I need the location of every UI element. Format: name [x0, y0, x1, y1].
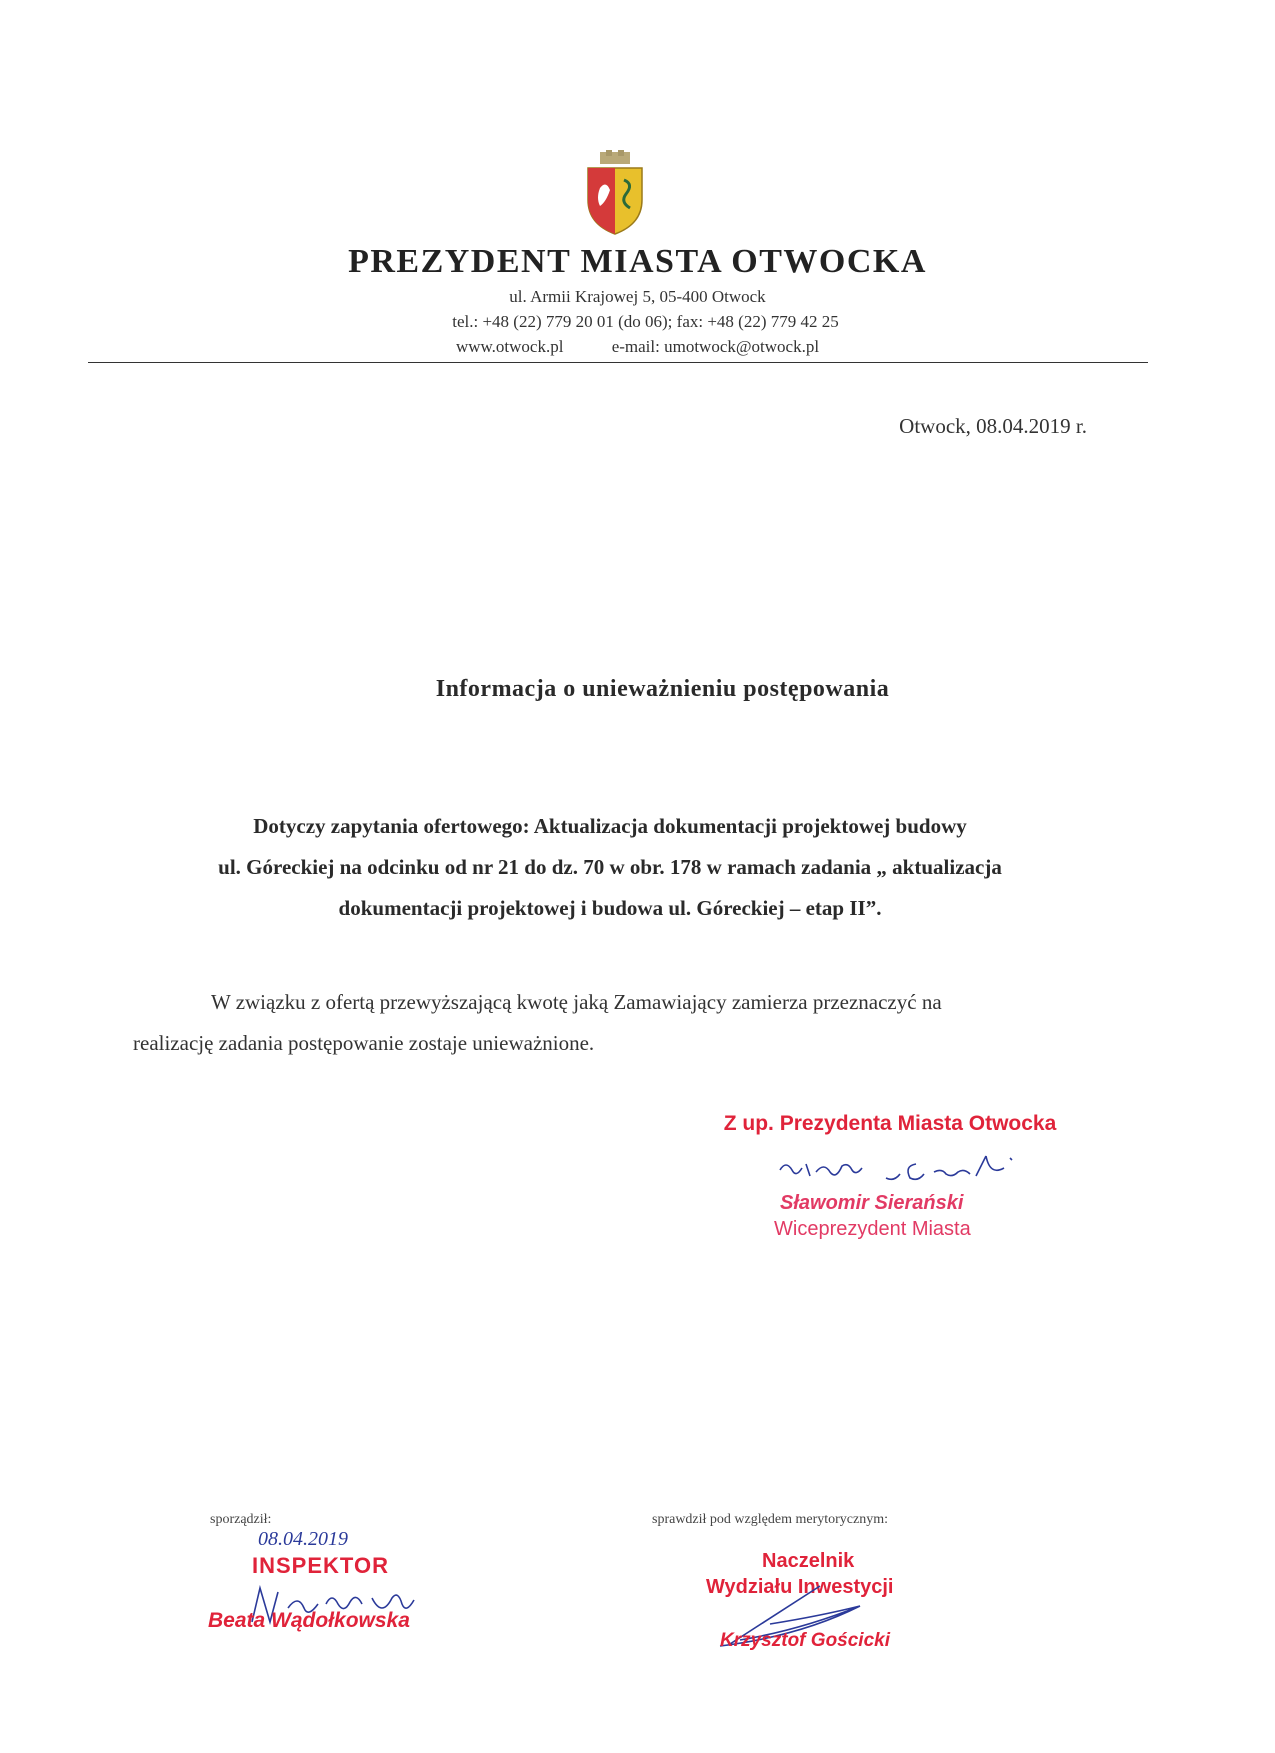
letterhead-phone-fax: tel.: +48 (22) 779 20 01 (do 06); fax: +48 (22) 779 42 25	[452, 312, 839, 331]
checked-by-label: sprawdził pod względem merytorycznym:	[652, 1512, 888, 1527]
letterhead-contact-row	[0, 337, 1275, 357]
letterhead-title: PREZYDENT MIASTA OTWOCKA	[348, 243, 927, 280]
document-title: Informacja o unieważnieniu postępowania	[435, 676, 890, 702]
body-line: W związku z ofertą przewyższającą kwotę jaką Zamawiający zamierza przeznaczyć na	[211, 990, 942, 1014]
prepared-by-stamp	[208, 1528, 448, 1668]
subject-line: ul. Góreckiej na odcinku od nr 21 do dz. 70 w obr. 178 w ramach zadania „ aktualizacja	[218, 855, 1002, 879]
head-name: Krzysztof Gościcki	[720, 1630, 890, 1651]
head-title-line1: Naczelnik	[762, 1550, 855, 1572]
prepared-by-label: sporządził:	[210, 1512, 272, 1527]
email-link[interactable]: e-mail: umotwock@otwock.pl	[611, 337, 820, 356]
document-date: Otwock, 08.04.2019 r.	[899, 414, 1087, 438]
subject-line: Dotyczy zapytania ofertowego: Aktualizacja dokumentacji projektowej budowy	[253, 814, 967, 838]
otwock-coat-of-arms-icon	[580, 150, 650, 235]
signature-authority-line: Z up. Prezydenta Miasta Otwocka	[723, 1112, 1057, 1135]
letterhead-address: ul. Armii Krajowej 5, 05-400 Otwock	[509, 287, 766, 306]
signatory-name: Sławomir Sierański	[780, 1192, 964, 1214]
subject-line: dokumentacji projektowej i budowa ul. Góreckiej – etap II”.	[338, 896, 882, 920]
signatory-role: Wiceprezydent Miasta	[774, 1218, 971, 1240]
signature-block	[700, 1112, 1080, 1240]
checked-by-stamp	[700, 1550, 1000, 1690]
prepared-date: 08.04.2019	[258, 1528, 348, 1550]
body-line: realizację zadania postępowanie zostaje unieważnione.	[133, 1031, 595, 1055]
subject-paragraph	[130, 806, 1090, 929]
header-divider	[88, 362, 1148, 363]
handwritten-signature-icon	[776, 1150, 1066, 1190]
website-link[interactable]: www.otwock.pl	[455, 337, 564, 356]
inspector-name: Beata Wądołkowska	[208, 1609, 410, 1632]
head-title-line2: Wydziału Inwestycji	[706, 1576, 894, 1598]
inspector-title: INSPEKTOR	[252, 1553, 389, 1578]
body-paragraph	[133, 982, 1093, 1064]
